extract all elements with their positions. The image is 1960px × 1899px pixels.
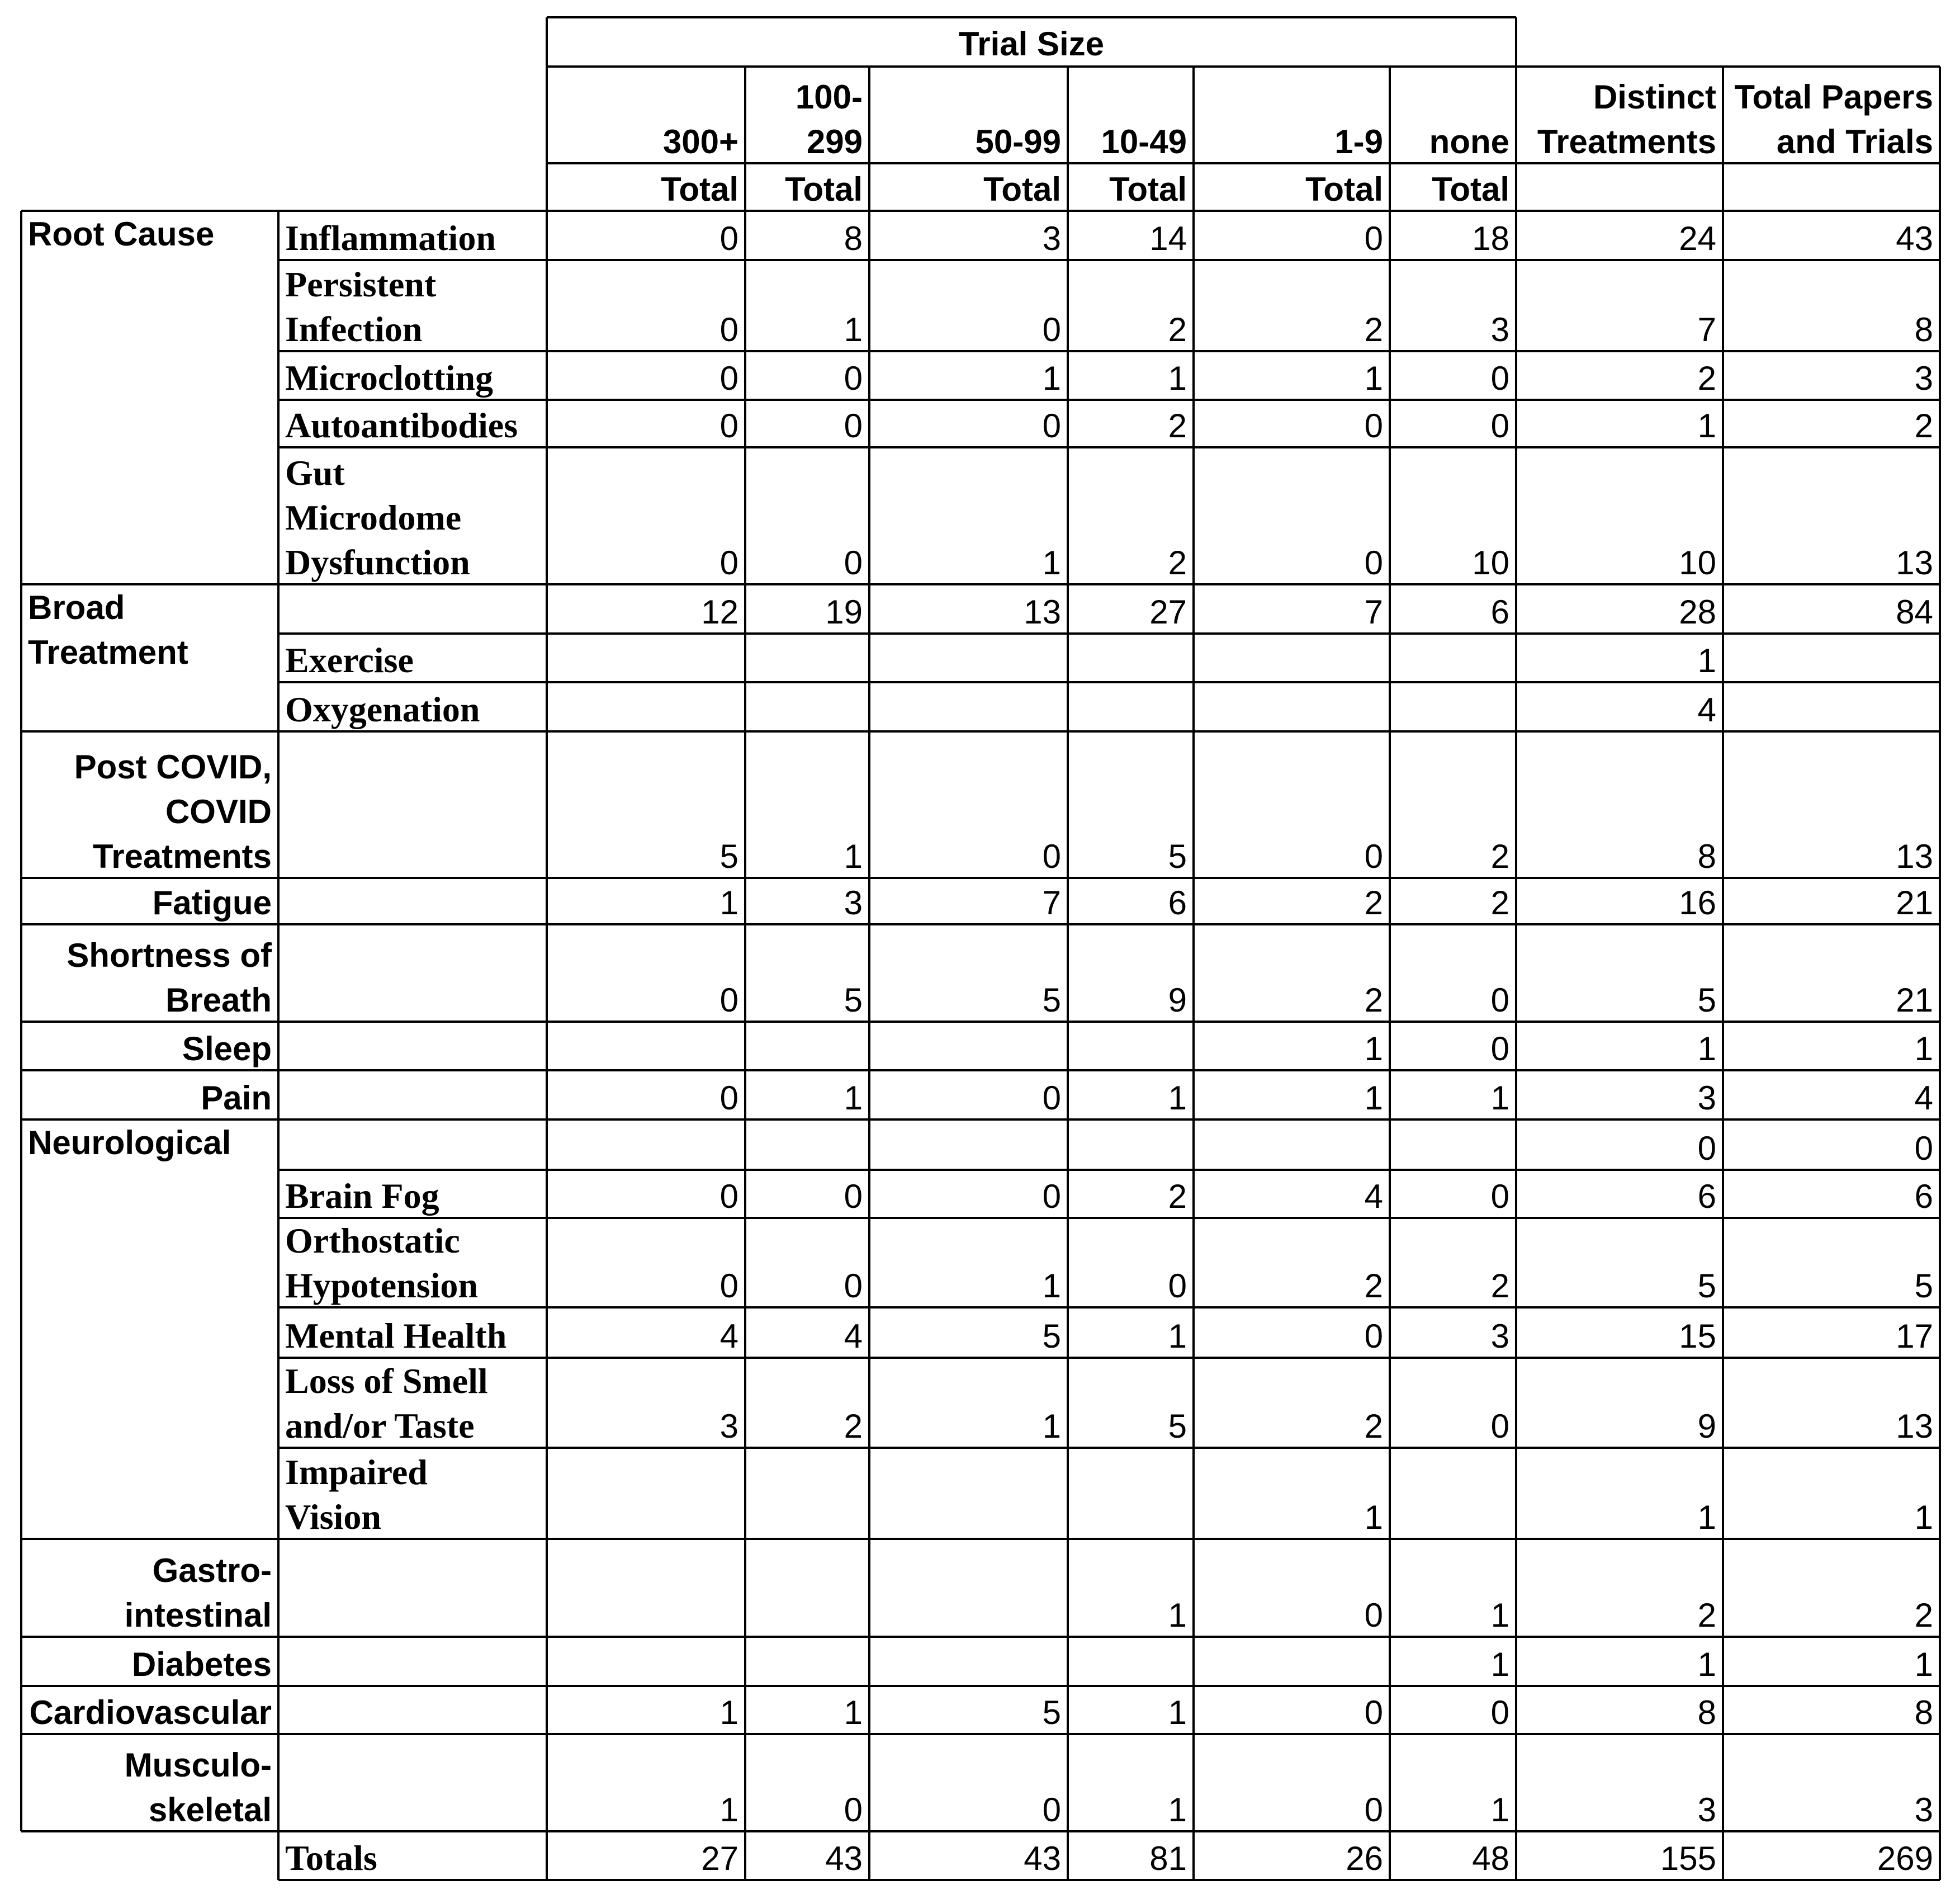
row-15-value-col7: 6 [1697, 1178, 1716, 1215]
row-23-value-col7: 3 [1697, 1791, 1716, 1829]
row-22-value-col3: 5 [1042, 1694, 1061, 1731]
row-8-subcategory: Oxygenation [285, 689, 480, 729]
row-22-value-col6: 0 [1490, 1694, 1509, 1731]
row-2-value-col6: 3 [1490, 311, 1509, 348]
column-header-3: 50-99 [975, 123, 1061, 160]
row-9-value-col5: 0 [1364, 838, 1383, 875]
row-1-value-col1: 0 [719, 220, 738, 257]
column-subheader-total: Total [785, 171, 863, 208]
row-2-value-col2: 1 [844, 311, 863, 348]
row-19-value-col8: 1 [1914, 1499, 1933, 1536]
row-11-value-col6: 0 [1490, 981, 1509, 1019]
row-21-value-col6: 1 [1490, 1646, 1509, 1683]
row-21-category: Diabetes [131, 1646, 272, 1683]
row-9-category: COVID [165, 793, 272, 830]
row-1-value-col8: 43 [1896, 220, 1933, 257]
row-18-subcategory: and/or Taste [285, 1406, 475, 1445]
row-24-value-col6: 48 [1472, 1840, 1509, 1877]
row-15-value-col4: 2 [1168, 1178, 1187, 1215]
row-1-value-col4: 14 [1149, 220, 1187, 257]
row-21-value-col8: 1 [1914, 1646, 1933, 1683]
row-3-value-col2: 0 [844, 360, 863, 397]
row-24-value-col3: 43 [1024, 1840, 1061, 1877]
row-17-subcategory: Mental Health [285, 1316, 507, 1355]
row-13-value-col8: 4 [1914, 1079, 1933, 1117]
row-23-value-col5: 0 [1364, 1791, 1383, 1829]
row-23-value-col4: 1 [1168, 1791, 1187, 1829]
row-24-subcategory: Totals [285, 1838, 377, 1878]
row-22-value-col8: 8 [1914, 1694, 1933, 1731]
row-17-value-col1: 4 [719, 1317, 738, 1355]
row-5-value-col3: 1 [1042, 544, 1061, 582]
row-1-value-col5: 0 [1364, 220, 1383, 257]
row-5-subcategory: Dysfunction [285, 542, 470, 582]
row-13-value-col5: 1 [1364, 1079, 1383, 1117]
row-9-category: Treatments [92, 838, 272, 875]
row-16-value-col7: 5 [1697, 1267, 1716, 1305]
row-15-value-col8: 6 [1914, 1178, 1933, 1215]
row-6-value-col1: 12 [701, 593, 738, 631]
row-18-subcategory: Loss of Smell [285, 1361, 488, 1401]
column-header-4: 10-49 [1101, 123, 1187, 160]
row-18-value-col3: 1 [1042, 1407, 1061, 1445]
row-20-value-col7: 2 [1697, 1596, 1716, 1634]
row-14-value-col8: 0 [1914, 1130, 1933, 1167]
row-9-value-col6: 2 [1490, 838, 1509, 875]
row-24-value-col5: 26 [1346, 1840, 1383, 1877]
row-1-value-col3: 3 [1042, 220, 1061, 257]
row-20-value-col4: 1 [1168, 1596, 1187, 1634]
row-15-value-col6: 0 [1490, 1178, 1509, 1215]
row-19-value-col7: 1 [1697, 1499, 1716, 1536]
column-header-8: and Trials [1776, 123, 1933, 160]
row-15-subcategory: Brain Fog [285, 1176, 439, 1216]
row-18-value-col8: 13 [1896, 1407, 1933, 1445]
column-subheader-total: Total [661, 171, 738, 208]
row-10-value-col1: 1 [719, 884, 738, 922]
row-23-value-col8: 3 [1914, 1791, 1933, 1829]
row-3-value-col4: 1 [1168, 360, 1187, 397]
row-9-value-col4: 5 [1168, 838, 1187, 875]
row-11-value-col5: 2 [1364, 981, 1383, 1019]
row-4-value-col7: 1 [1697, 407, 1716, 445]
row-20-category: Gastro- [152, 1552, 272, 1589]
row-9-value-col1: 5 [719, 838, 738, 875]
row-5-value-col5: 0 [1364, 544, 1383, 582]
row-7-subcategory: Exercise [285, 640, 414, 680]
row-11-value-col7: 5 [1697, 981, 1716, 1019]
row-17-value-col4: 1 [1168, 1317, 1187, 1355]
row-12-category: Sleep [182, 1030, 272, 1067]
row-14-category: Neurological [28, 1124, 231, 1161]
row-11-value-col3: 5 [1042, 981, 1061, 1019]
row-8-value-col7: 4 [1697, 691, 1716, 729]
column-header-8: Total Papers [1734, 78, 1933, 116]
row-4-value-col4: 2 [1168, 407, 1187, 445]
row-20-value-col8: 2 [1914, 1596, 1933, 1634]
row-23-category: Musculo- [124, 1746, 272, 1784]
row-6-category: Broad [28, 589, 125, 626]
row-7-value-col7: 1 [1697, 642, 1716, 679]
row-16-value-col5: 2 [1364, 1267, 1383, 1305]
row-22-value-col5: 0 [1364, 1694, 1383, 1731]
row-10-value-col7: 16 [1679, 884, 1716, 922]
row-13-value-col2: 1 [844, 1079, 863, 1117]
row-11-value-col1: 0 [719, 981, 738, 1019]
row-13-value-col6: 1 [1490, 1079, 1509, 1117]
column-subheader-total: Total [1432, 171, 1509, 208]
row-12-value-col7: 1 [1697, 1030, 1716, 1067]
row-17-value-col3: 5 [1042, 1317, 1061, 1355]
column-header-2: 299 [806, 123, 863, 160]
row-16-subcategory: Hypotension [285, 1265, 478, 1305]
row-23-value-col2: 0 [844, 1791, 863, 1829]
row-23-category: skeletal [148, 1791, 272, 1829]
row-13-value-col3: 0 [1042, 1079, 1061, 1117]
row-1-subcategory: Inflammation [285, 218, 496, 258]
row-17-value-col5: 0 [1364, 1317, 1383, 1355]
row-10-value-col2: 3 [844, 884, 863, 922]
row-23-value-col1: 1 [719, 1791, 738, 1829]
row-4-value-col5: 0 [1364, 407, 1383, 445]
row-17-value-col2: 4 [844, 1317, 863, 1355]
row-11-value-col2: 5 [844, 981, 863, 1019]
row-5-value-col1: 0 [719, 544, 738, 582]
row-2-subcategory: Persistent [285, 264, 437, 304]
row-1-value-col7: 24 [1679, 220, 1716, 257]
row-10-value-col8: 21 [1896, 884, 1933, 922]
row-17-value-col6: 3 [1490, 1317, 1509, 1355]
row-20-category: intestinal [124, 1596, 272, 1634]
column-header-1: 300+ [662, 123, 738, 160]
row-16-value-col4: 0 [1168, 1267, 1187, 1305]
row-22-value-col4: 1 [1168, 1694, 1187, 1731]
row-4-subcategory: Autoantibodies [285, 405, 518, 445]
row-2-subcategory: Infection [285, 309, 423, 349]
row-24-value-col8: 269 [1877, 1840, 1933, 1877]
row-3-value-col7: 2 [1697, 360, 1716, 397]
row-5-subcategory: Gut [285, 453, 345, 493]
row-5-value-col8: 13 [1896, 544, 1933, 582]
row-13-value-col1: 0 [719, 1079, 738, 1117]
row-11-category: Shortness of [67, 937, 272, 974]
row-17-value-col8: 17 [1896, 1317, 1933, 1355]
row-9-value-col8: 13 [1896, 838, 1933, 875]
row-18-value-col5: 2 [1364, 1407, 1383, 1445]
row-18-value-col7: 9 [1697, 1407, 1716, 1445]
row-20-value-col5: 0 [1364, 1596, 1383, 1634]
row-12-value-col8: 1 [1914, 1030, 1933, 1067]
row-21-value-col7: 1 [1697, 1646, 1716, 1683]
row-18-value-col1: 3 [719, 1407, 738, 1445]
row-5-value-col7: 10 [1679, 544, 1716, 582]
row-23-value-col3: 0 [1042, 1791, 1061, 1829]
row-12-value-col5: 1 [1364, 1030, 1383, 1067]
row-4-value-col6: 0 [1490, 407, 1509, 445]
row-10-value-col4: 6 [1168, 884, 1187, 922]
row-5-value-col2: 0 [844, 544, 863, 582]
row-1-value-col2: 8 [844, 220, 863, 257]
row-5-value-col6: 10 [1472, 544, 1509, 582]
row-4-value-col2: 0 [844, 407, 863, 445]
row-2-value-col8: 8 [1914, 311, 1933, 348]
row-16-value-col8: 5 [1914, 1267, 1933, 1305]
row-5-subcategory: Microdome [285, 498, 462, 537]
column-subheader-total: Total [1305, 171, 1383, 208]
row-3-value-col5: 1 [1364, 360, 1383, 397]
row-15-value-col2: 0 [844, 1178, 863, 1215]
column-header-5: 1-9 [1334, 123, 1383, 160]
row-10-value-col6: 2 [1490, 884, 1509, 922]
row-2-value-col1: 0 [719, 311, 738, 348]
row-2-value-col4: 2 [1168, 311, 1187, 348]
row-3-subcategory: Microclotting [285, 358, 494, 398]
row-16-value-col6: 2 [1490, 1267, 1509, 1305]
row-6-value-col5: 7 [1364, 593, 1383, 631]
column-subheader-total: Total [983, 171, 1061, 208]
row-3-value-col6: 0 [1490, 360, 1509, 397]
row-3-value-col8: 3 [1914, 360, 1933, 397]
column-header-2: 100- [795, 78, 863, 116]
row-19-value-col5: 1 [1364, 1499, 1383, 1536]
row-3-value-col3: 1 [1042, 360, 1061, 397]
row-24-value-col4: 81 [1149, 1840, 1187, 1877]
column-header-6: none [1429, 123, 1509, 160]
column-header-7: Distinct [1593, 78, 1716, 116]
row-6-value-col7: 28 [1679, 593, 1716, 631]
row-24-value-col1: 27 [701, 1840, 738, 1877]
row-24-value-col2: 43 [825, 1840, 863, 1877]
row-5-value-col4: 2 [1168, 544, 1187, 582]
row-15-value-col5: 4 [1364, 1178, 1383, 1215]
row-6-value-col6: 6 [1490, 593, 1509, 631]
row-6-value-col8: 84 [1896, 593, 1933, 631]
row-10-category: Fatigue [152, 884, 272, 922]
row-12-value-col6: 0 [1490, 1030, 1509, 1067]
row-11-category: Breath [165, 981, 272, 1019]
row-9-value-col3: 0 [1042, 838, 1061, 875]
row-9-value-col7: 8 [1697, 838, 1716, 875]
row-24-value-col7: 155 [1660, 1840, 1716, 1877]
row-1-category: Root Cause [28, 215, 215, 253]
row-13-value-col4: 1 [1168, 1079, 1187, 1117]
row-18-value-col2: 2 [844, 1407, 863, 1445]
row-6-value-col3: 13 [1024, 593, 1061, 631]
row-16-subcategory: Orthostatic [285, 1221, 460, 1260]
row-4-value-col8: 2 [1914, 407, 1933, 445]
column-header-7: Treatments [1537, 123, 1716, 160]
row-6-value-col2: 19 [825, 593, 863, 631]
row-15-value-col3: 0 [1042, 1178, 1061, 1215]
row-2-value-col7: 7 [1697, 311, 1716, 348]
row-13-value-col7: 3 [1697, 1079, 1716, 1117]
row-1-value-col6: 18 [1472, 220, 1509, 257]
row-22-category: Cardiovascular [29, 1694, 272, 1731]
row-9-value-col2: 1 [844, 838, 863, 875]
row-22-value-col7: 8 [1697, 1694, 1716, 1731]
column-subheader-total: Total [1109, 171, 1187, 208]
row-18-value-col4: 5 [1168, 1407, 1187, 1445]
row-4-value-col1: 0 [719, 407, 738, 445]
row-20-value-col6: 1 [1490, 1596, 1509, 1634]
row-9-category: Post COVID, [74, 748, 272, 786]
row-17-value-col7: 15 [1679, 1317, 1716, 1355]
trial-size-group-header: Trial Size [958, 25, 1105, 63]
row-15-value-col1: 0 [719, 1178, 738, 1215]
row-4-value-col3: 0 [1042, 407, 1061, 445]
row-18-value-col6: 0 [1490, 1407, 1509, 1445]
row-19-subcategory: Impaired [285, 1452, 428, 1492]
row-16-value-col2: 0 [844, 1267, 863, 1305]
row-22-value-col2: 1 [844, 1694, 863, 1731]
row-19-subcategory: Vision [285, 1497, 381, 1537]
row-2-value-col3: 0 [1042, 311, 1061, 348]
row-6-value-col4: 27 [1149, 593, 1187, 631]
row-16-value-col3: 1 [1042, 1267, 1061, 1305]
row-23-value-col6: 1 [1490, 1791, 1509, 1829]
row-10-value-col3: 7 [1042, 884, 1061, 922]
row-2-value-col5: 2 [1364, 311, 1383, 348]
row-22-value-col1: 1 [719, 1694, 738, 1731]
row-11-value-col4: 9 [1168, 981, 1187, 1019]
row-6-category: Treatment [28, 634, 188, 671]
row-3-value-col1: 0 [719, 360, 738, 397]
row-11-value-col8: 21 [1896, 981, 1933, 1019]
row-13-category: Pain [201, 1079, 272, 1117]
row-14-value-col7: 0 [1697, 1130, 1716, 1167]
row-10-value-col5: 2 [1364, 884, 1383, 922]
row-16-value-col1: 0 [719, 1267, 738, 1305]
